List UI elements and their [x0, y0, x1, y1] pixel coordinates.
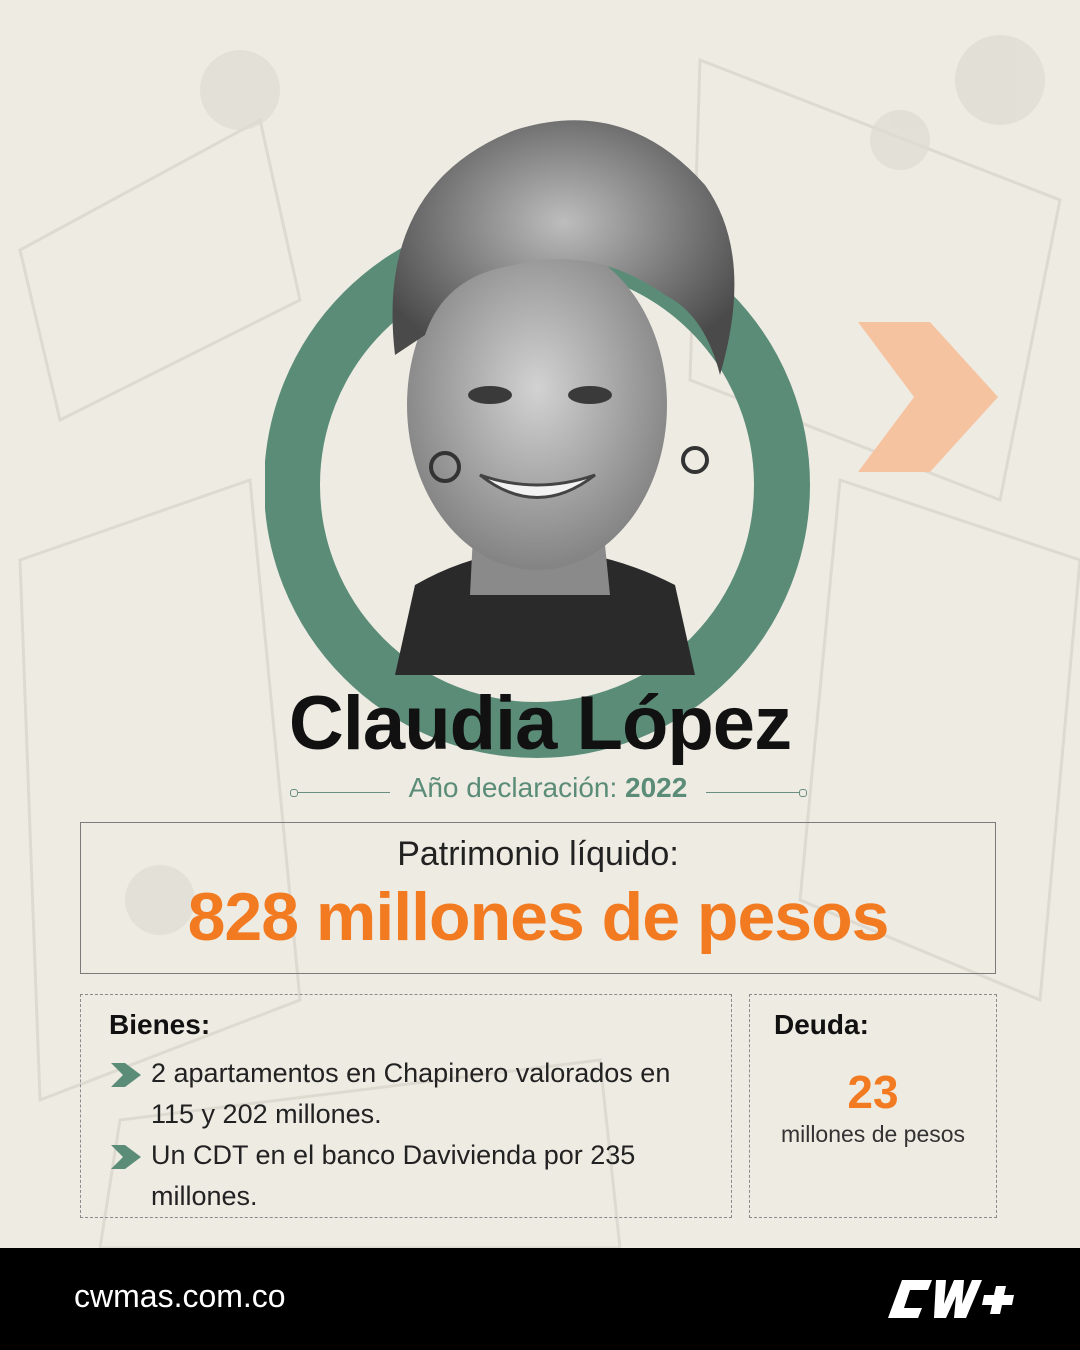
assets-heading: Bienes:	[109, 1009, 211, 1040]
year-label: Año declaración:	[408, 772, 618, 803]
asset-text: Un CDT en el banco Davivienda por 235 millones.	[151, 1140, 636, 1211]
debt-unit: millones de pesos	[780, 1121, 966, 1147]
bullet-chevron-icon	[111, 1063, 141, 1087]
footer-bar	[0, 1248, 1080, 1350]
assets-box	[80, 994, 732, 1218]
person-name: Claudia López	[288, 681, 792, 766]
net-worth-label: Patrimonio líquido:	[397, 835, 679, 873]
chevron-right-icon	[858, 322, 998, 472]
net-worth-box	[80, 822, 996, 974]
year-value: 2022	[625, 772, 688, 803]
debt-box	[749, 994, 997, 1218]
website-link[interactable]: cwmas.com.co	[74, 1278, 286, 1314]
debt-amount: 23	[847, 1066, 899, 1118]
bullet-chevron-icon	[111, 1145, 141, 1169]
person-photo	[265, 75, 810, 675]
list-item	[109, 1135, 709, 1217]
assets-list	[109, 1053, 709, 1217]
cw-plus-logo	[888, 1276, 1028, 1322]
declaration-year	[290, 772, 806, 812]
portrait	[265, 75, 810, 675]
asset-text: 2 apartamentos en Chapinero valorados en 115 y 202 millones.	[151, 1058, 671, 1129]
debt-heading: Deuda:	[774, 1009, 869, 1040]
list-item	[109, 1053, 709, 1135]
net-worth-value: 828 millones de pesos	[187, 879, 889, 955]
